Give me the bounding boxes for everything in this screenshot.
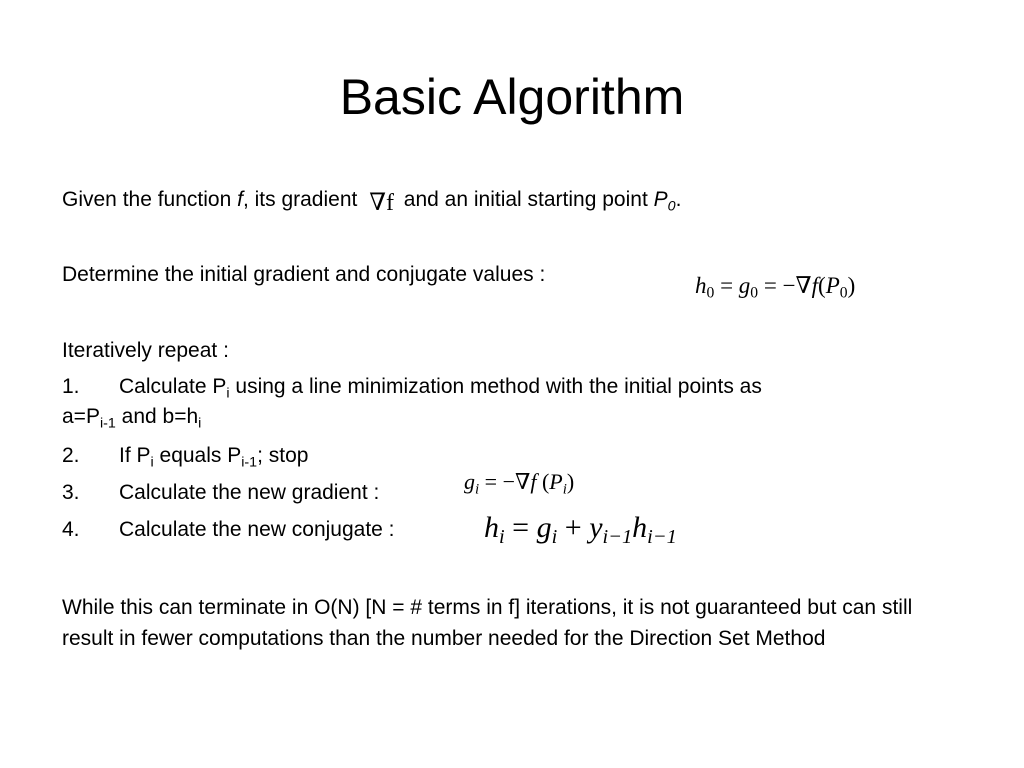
repeat-label: Iteratively repeat : bbox=[62, 339, 229, 362]
step-4-number: 4. bbox=[62, 518, 80, 541]
formula-hi-g: g bbox=[536, 511, 552, 544]
formula-open: ( bbox=[818, 273, 826, 298]
step-1-line2-sub2: i bbox=[198, 415, 202, 432]
step-3-text: Calculate the new gradient : bbox=[119, 481, 380, 504]
step-1-sub: i bbox=[226, 385, 230, 402]
step-4-text: Calculate the new conjugate : bbox=[119, 518, 395, 541]
step-1-line2-sub1: i-1 bbox=[99, 415, 116, 432]
formula-gi-f: f bbox=[530, 469, 537, 494]
step-2-text-a: If P bbox=[119, 444, 151, 467]
closing-paragraph: While this can terminate in O(N) [N = # terms in f] iterations, it is not guaranteed but can still result in fewer computations than the number needed for the Direction Set Method bbox=[62, 596, 913, 650]
step-2-sub1: i bbox=[150, 454, 154, 471]
gradient-formula bbox=[464, 468, 574, 496]
step-1-line2-a: a=P bbox=[62, 405, 100, 428]
formula-eq2: = −∇ bbox=[758, 273, 812, 298]
formula-gi-close: ) bbox=[566, 469, 575, 494]
step-2-sub2: i-1 bbox=[241, 454, 258, 471]
step-2-text-b: equals P bbox=[153, 444, 242, 467]
formula-h0: h bbox=[695, 273, 707, 298]
step-1-number: 1. bbox=[62, 375, 80, 398]
step-1-line2-b: and b=h bbox=[115, 405, 199, 428]
step-1-continuation bbox=[62, 404, 201, 430]
formula-g0: g bbox=[738, 273, 751, 298]
intro-prefix: Given the function bbox=[62, 188, 238, 211]
formula-hi-h2-sub: i−1 bbox=[647, 526, 677, 549]
intro-p-sub: 0 bbox=[667, 198, 676, 215]
formula-gi-eq: = −∇ bbox=[479, 469, 531, 494]
step-4 bbox=[62, 517, 395, 543]
formula-hi-eq: = bbox=[504, 511, 537, 544]
intro-mid: , its gradient bbox=[242, 188, 358, 211]
step-3-number: 3. bbox=[62, 481, 80, 504]
step-2-text-c: ; stop bbox=[257, 444, 309, 467]
formula-hi-sub: i bbox=[499, 526, 505, 549]
step-3 bbox=[62, 480, 379, 506]
step-1 bbox=[62, 374, 762, 400]
formula-close: ) bbox=[847, 273, 856, 298]
determine-line: Determine the initial gradient and conjugate values : bbox=[62, 263, 546, 286]
formula-hi-h2: h bbox=[632, 511, 648, 544]
formula-eq1: = bbox=[714, 273, 739, 298]
formula-gi-sub: i bbox=[475, 481, 480, 498]
conjugate-formula bbox=[484, 510, 677, 549]
intro-end: . bbox=[675, 188, 682, 211]
step-1-text-a: Calculate P bbox=[119, 375, 227, 398]
step-1-text-b: using a line minimization method with the initial points as bbox=[229, 375, 762, 398]
formula-p0-sub: 0 bbox=[839, 284, 848, 302]
formula-p0: P bbox=[825, 273, 840, 298]
slide-title: Basic Algorithm bbox=[339, 69, 685, 125]
formula-gi: g bbox=[464, 469, 475, 494]
formula-gi-open: ( bbox=[536, 469, 550, 494]
formula-hi: h bbox=[484, 511, 499, 544]
intro-suffix: and an initial starting point bbox=[397, 188, 654, 211]
formula-hi-y-sub: i−1 bbox=[602, 526, 633, 549]
formula-gi-p-sub: i bbox=[562, 481, 567, 498]
step-2-number: 2. bbox=[62, 444, 80, 467]
gradient-symbol: ∇f bbox=[369, 190, 394, 216]
initial-formula bbox=[695, 272, 855, 300]
formula-f: f bbox=[811, 273, 819, 298]
formula-hi-plus: + bbox=[557, 511, 590, 544]
formula-hi-g-sub: i bbox=[551, 526, 558, 549]
formula-gi-p: P bbox=[549, 469, 563, 494]
formula-hi-y: y bbox=[589, 511, 603, 544]
intro-line bbox=[62, 186, 682, 216]
intro-p: P bbox=[653, 188, 668, 211]
formula-h0-sub: 0 bbox=[706, 284, 715, 302]
intro-f: f bbox=[237, 188, 243, 211]
formula-g0-sub: 0 bbox=[750, 284, 759, 302]
step-2 bbox=[62, 443, 308, 469]
